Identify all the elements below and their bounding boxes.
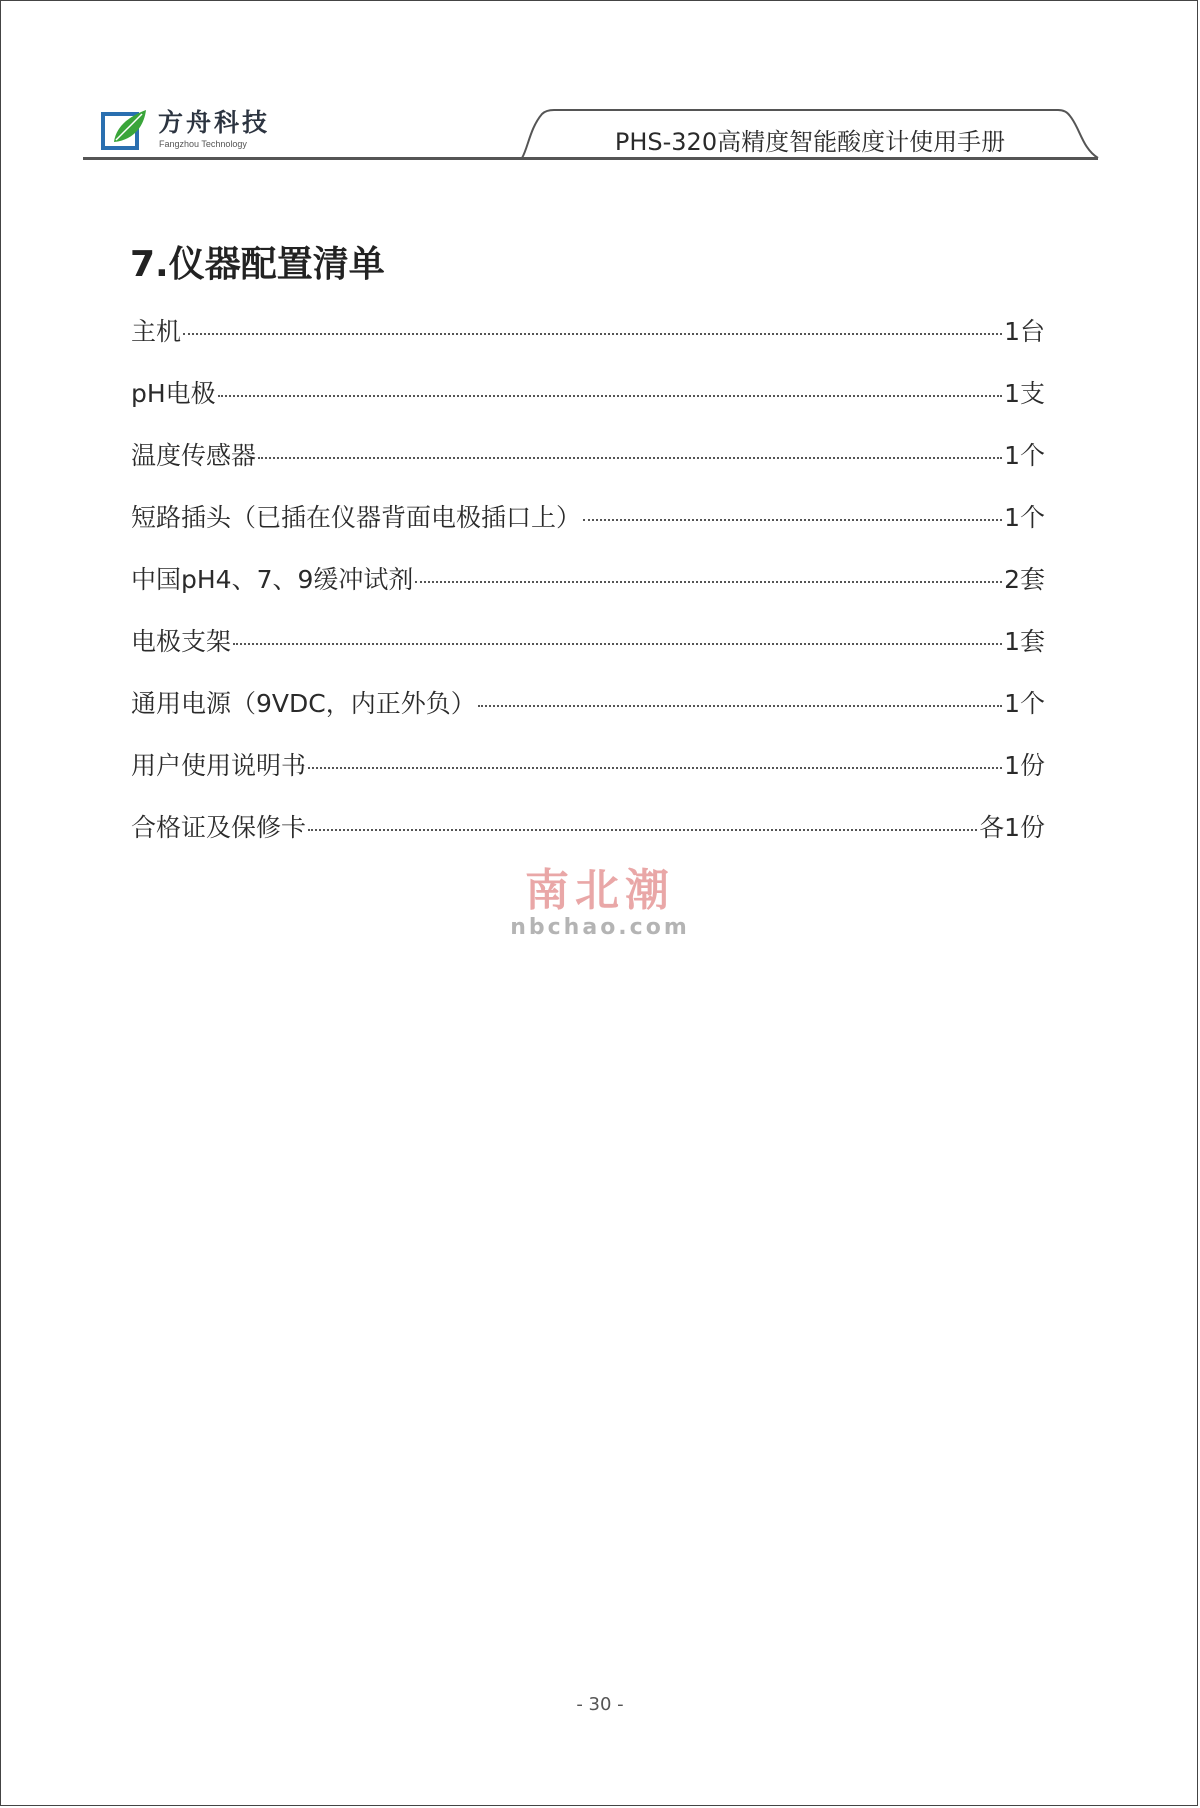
item-quantity: 1支: [1004, 379, 1045, 408]
item-name: 通用电源（9VDC，内正外负）: [131, 689, 476, 718]
watermark-domain: nbchao.com: [510, 915, 690, 940]
item-name: 用户使用说明书: [131, 751, 307, 780]
dotted-leader: [583, 519, 1002, 521]
dotted-leader: [415, 581, 1002, 583]
list-item: [131, 312, 1045, 374]
item-quantity: 各1份: [979, 813, 1045, 842]
dotted-leader: [308, 767, 1002, 769]
item-name: 短路插头（已插在仪器背面电极插口上）: [131, 503, 582, 532]
item-quantity: 1套: [1004, 627, 1045, 656]
list-item: [131, 622, 1045, 684]
watermark-chinese: 南北潮: [525, 865, 675, 916]
manual-title: PHS-320高精度智能酸度计使用手册: [614, 128, 1006, 156]
item-quantity: 1个: [1004, 689, 1045, 718]
item-name: 电极支架: [131, 627, 232, 656]
dotted-leader: [233, 643, 1002, 645]
list-item: [131, 374, 1045, 436]
logo-name: 方舟科技: [158, 108, 271, 137]
header-tab: [520, 108, 1100, 160]
item-quantity: 1个: [1004, 441, 1045, 470]
item-name: 中国pH4、7、9缓冲试剂: [131, 565, 414, 594]
list-item: [131, 498, 1045, 560]
list-item: [131, 436, 1045, 498]
list-item: [131, 684, 1045, 746]
dotted-leader: [218, 395, 1002, 397]
leaf-logo-icon: [100, 108, 150, 152]
list-item: [131, 808, 1045, 870]
list-item: [131, 746, 1045, 808]
item-name: 温度传感器: [131, 441, 257, 470]
item-name: 合格证及保修卡: [131, 813, 307, 842]
dotted-leader: [308, 829, 977, 831]
logo-subtitle: Fangzhou Technology: [159, 139, 247, 149]
item-quantity: 2套: [1004, 565, 1045, 594]
dotted-leader: [258, 457, 1002, 459]
section-title: 7.仪器配置清单: [130, 244, 385, 285]
configuration-list: [131, 312, 1045, 870]
item-quantity: 1份: [1004, 751, 1045, 780]
dotted-leader: [478, 705, 1002, 707]
watermark: [510, 866, 690, 940]
item-quantity: 1台: [1004, 317, 1045, 346]
list-item: [131, 560, 1045, 622]
header-divider: [83, 157, 1098, 160]
item-quantity: 1个: [1004, 503, 1045, 532]
dotted-leader: [183, 333, 1002, 335]
page-number: - 30 -: [576, 1694, 624, 1715]
item-name: 主机: [131, 317, 182, 346]
item-name: pH电极: [131, 379, 216, 408]
